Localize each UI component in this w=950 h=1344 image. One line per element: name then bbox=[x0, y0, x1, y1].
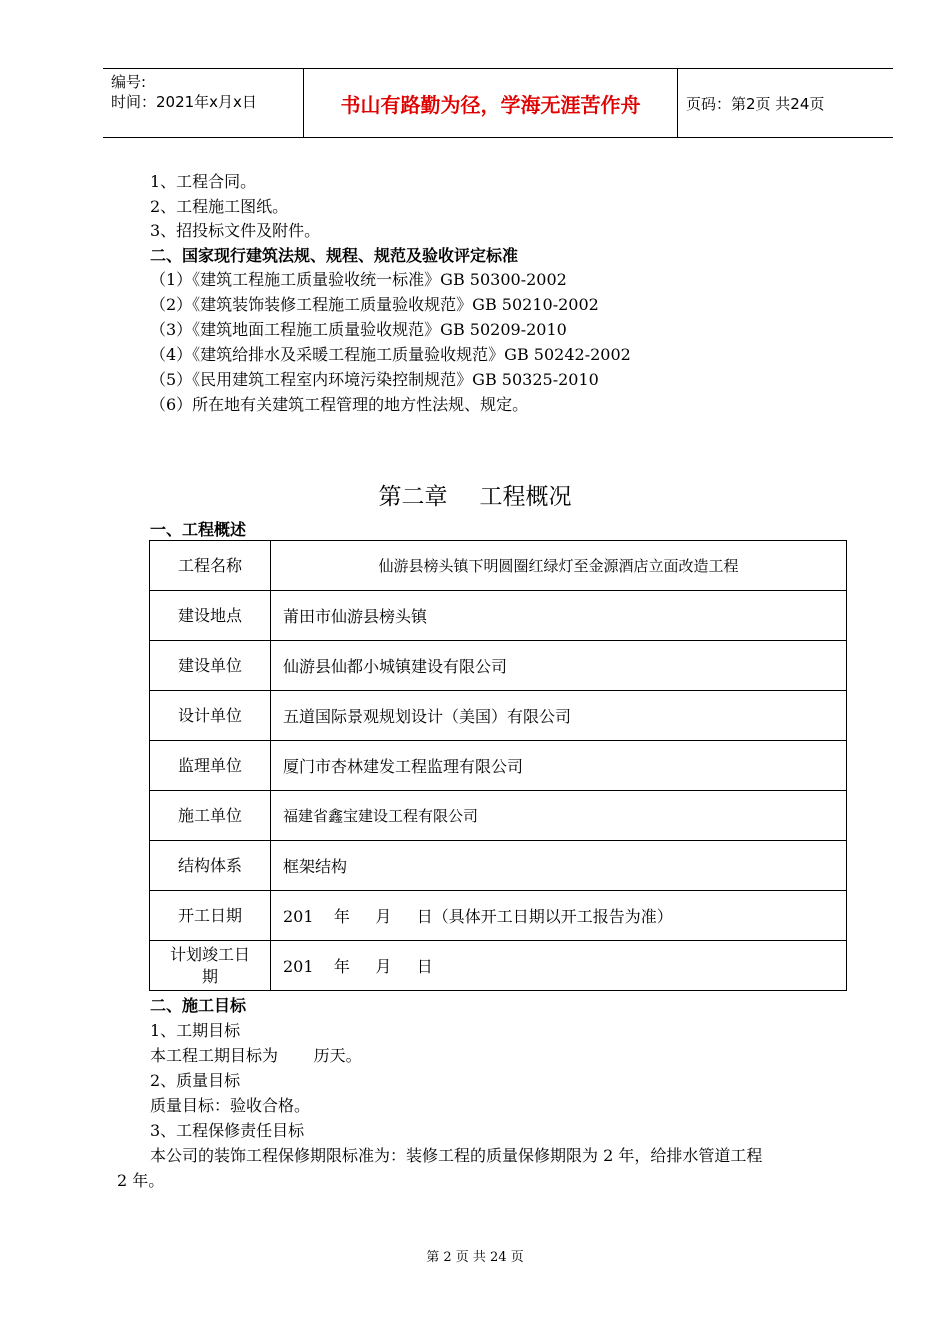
chapter-number: 第二章 bbox=[378, 484, 448, 510]
table-key: 工程名称 bbox=[150, 541, 271, 591]
standard-item: （5）《民用建筑工程室内环境污染控制规范》GB 50325-2010 bbox=[150, 370, 599, 389]
table-value: 仙游县榜头镇下明圆圈红绿灯至金源酒店立面改造工程 bbox=[271, 541, 847, 591]
table-value: 201 年 月 日 bbox=[271, 941, 847, 991]
table-row bbox=[150, 791, 847, 841]
goal-quality-text: 质量目标：验收合格。 bbox=[150, 1096, 311, 1115]
section-heading-standards: 二、国家现行建筑法规、规程、规范及验收评定标准 bbox=[150, 246, 519, 265]
table-row bbox=[150, 691, 847, 741]
standard-item: （3）《建筑地面工程施工质量验收规范》GB 50209-2010 bbox=[150, 320, 567, 339]
goal-duration-title: 1、工期目标 bbox=[150, 1021, 241, 1040]
header-page-cell bbox=[676, 69, 893, 137]
table-row bbox=[150, 941, 847, 991]
standard-item: （2）《建筑装饰装修工程施工质量验收规范》GB 50210-2002 bbox=[150, 295, 599, 314]
table-value: 厦门市杏林建发工程监理有限公司 bbox=[271, 741, 847, 791]
basis-item: 2、工程施工图纸。 bbox=[150, 197, 289, 216]
table-row bbox=[150, 541, 847, 591]
standard-item: （4）《建筑给排水及采暖工程施工质量验收规范》GB 50242-2002 bbox=[150, 345, 631, 364]
page-footer: 第 2 页 共 24 页 bbox=[426, 1250, 524, 1265]
header-motto: 书山有路勤为径，学海无涯苦作舟 bbox=[340, 93, 641, 117]
basis-item: 3、招投标文件及附件。 bbox=[150, 221, 321, 240]
table-row bbox=[150, 591, 847, 641]
table-row bbox=[150, 841, 847, 891]
table-row bbox=[150, 891, 847, 941]
table-value: 五道国际景观规划设计（美国）有限公司 bbox=[271, 691, 847, 741]
goal-warranty-title: 3、工程保修责任目标 bbox=[150, 1121, 305, 1140]
table-value: 框架结构 bbox=[271, 841, 847, 891]
table-key: 开工日期 bbox=[150, 891, 271, 941]
table-key-line: 期 bbox=[201, 966, 218, 986]
section-heading-goals: 二、施工目标 bbox=[150, 996, 247, 1015]
goal-warranty-text: 本公司的装饰工程保修期限标准为：装修工程的质量保修期限为 2 年，给排水管道工程 bbox=[150, 1146, 763, 1165]
table-row bbox=[150, 641, 847, 691]
chapter-title bbox=[0, 478, 950, 511]
basis-item: 1、工程合同。 bbox=[150, 172, 257, 191]
table-key-multiline bbox=[150, 941, 271, 991]
document-number-label: 编号: bbox=[111, 73, 147, 91]
section-heading-overview: 一、工程概述 bbox=[150, 520, 247, 539]
table-value: 福建省鑫宝建设工程有限公司 bbox=[271, 791, 847, 841]
header-motto-cell bbox=[303, 69, 678, 137]
chapter-name: 工程概况 bbox=[479, 484, 572, 510]
table-row bbox=[150, 741, 847, 791]
table-key: 结构体系 bbox=[150, 841, 271, 891]
table-key: 施工单位 bbox=[150, 791, 271, 841]
document-time-label: 时间：2021年x月x日 bbox=[111, 93, 257, 111]
goal-quality-title: 2、质量目标 bbox=[150, 1071, 241, 1090]
header-meta-cell bbox=[103, 69, 303, 137]
goal-duration-text: 本工程工期目标为 历天。 bbox=[150, 1046, 362, 1065]
table-key: 建设地点 bbox=[150, 591, 271, 641]
table-key: 监理单位 bbox=[150, 741, 271, 791]
table-key: 建设单位 bbox=[150, 641, 271, 691]
goal-warranty-text-continued: 2 年。 bbox=[117, 1171, 165, 1190]
standard-item: （1）《建筑工程施工质量验收统一标准》GB 50300-2002 bbox=[150, 270, 567, 289]
header-page-label: 页码：第2页 共24页 bbox=[686, 95, 825, 113]
table-value: 201 年 月 日（具体开工日期以开工报告为准） bbox=[271, 891, 847, 941]
table-value: 仙游县仙都小城镇建设有限公司 bbox=[271, 641, 847, 691]
table-value: 莆田市仙游县榜头镇 bbox=[271, 591, 847, 641]
table-key: 设计单位 bbox=[150, 691, 271, 741]
project-overview-table bbox=[149, 540, 847, 991]
page-header bbox=[103, 68, 893, 138]
standard-item: （6）所在地有关建筑工程管理的地方性法规、规定。 bbox=[150, 395, 529, 414]
table-key-line: 计划竣工日 bbox=[169, 944, 250, 964]
